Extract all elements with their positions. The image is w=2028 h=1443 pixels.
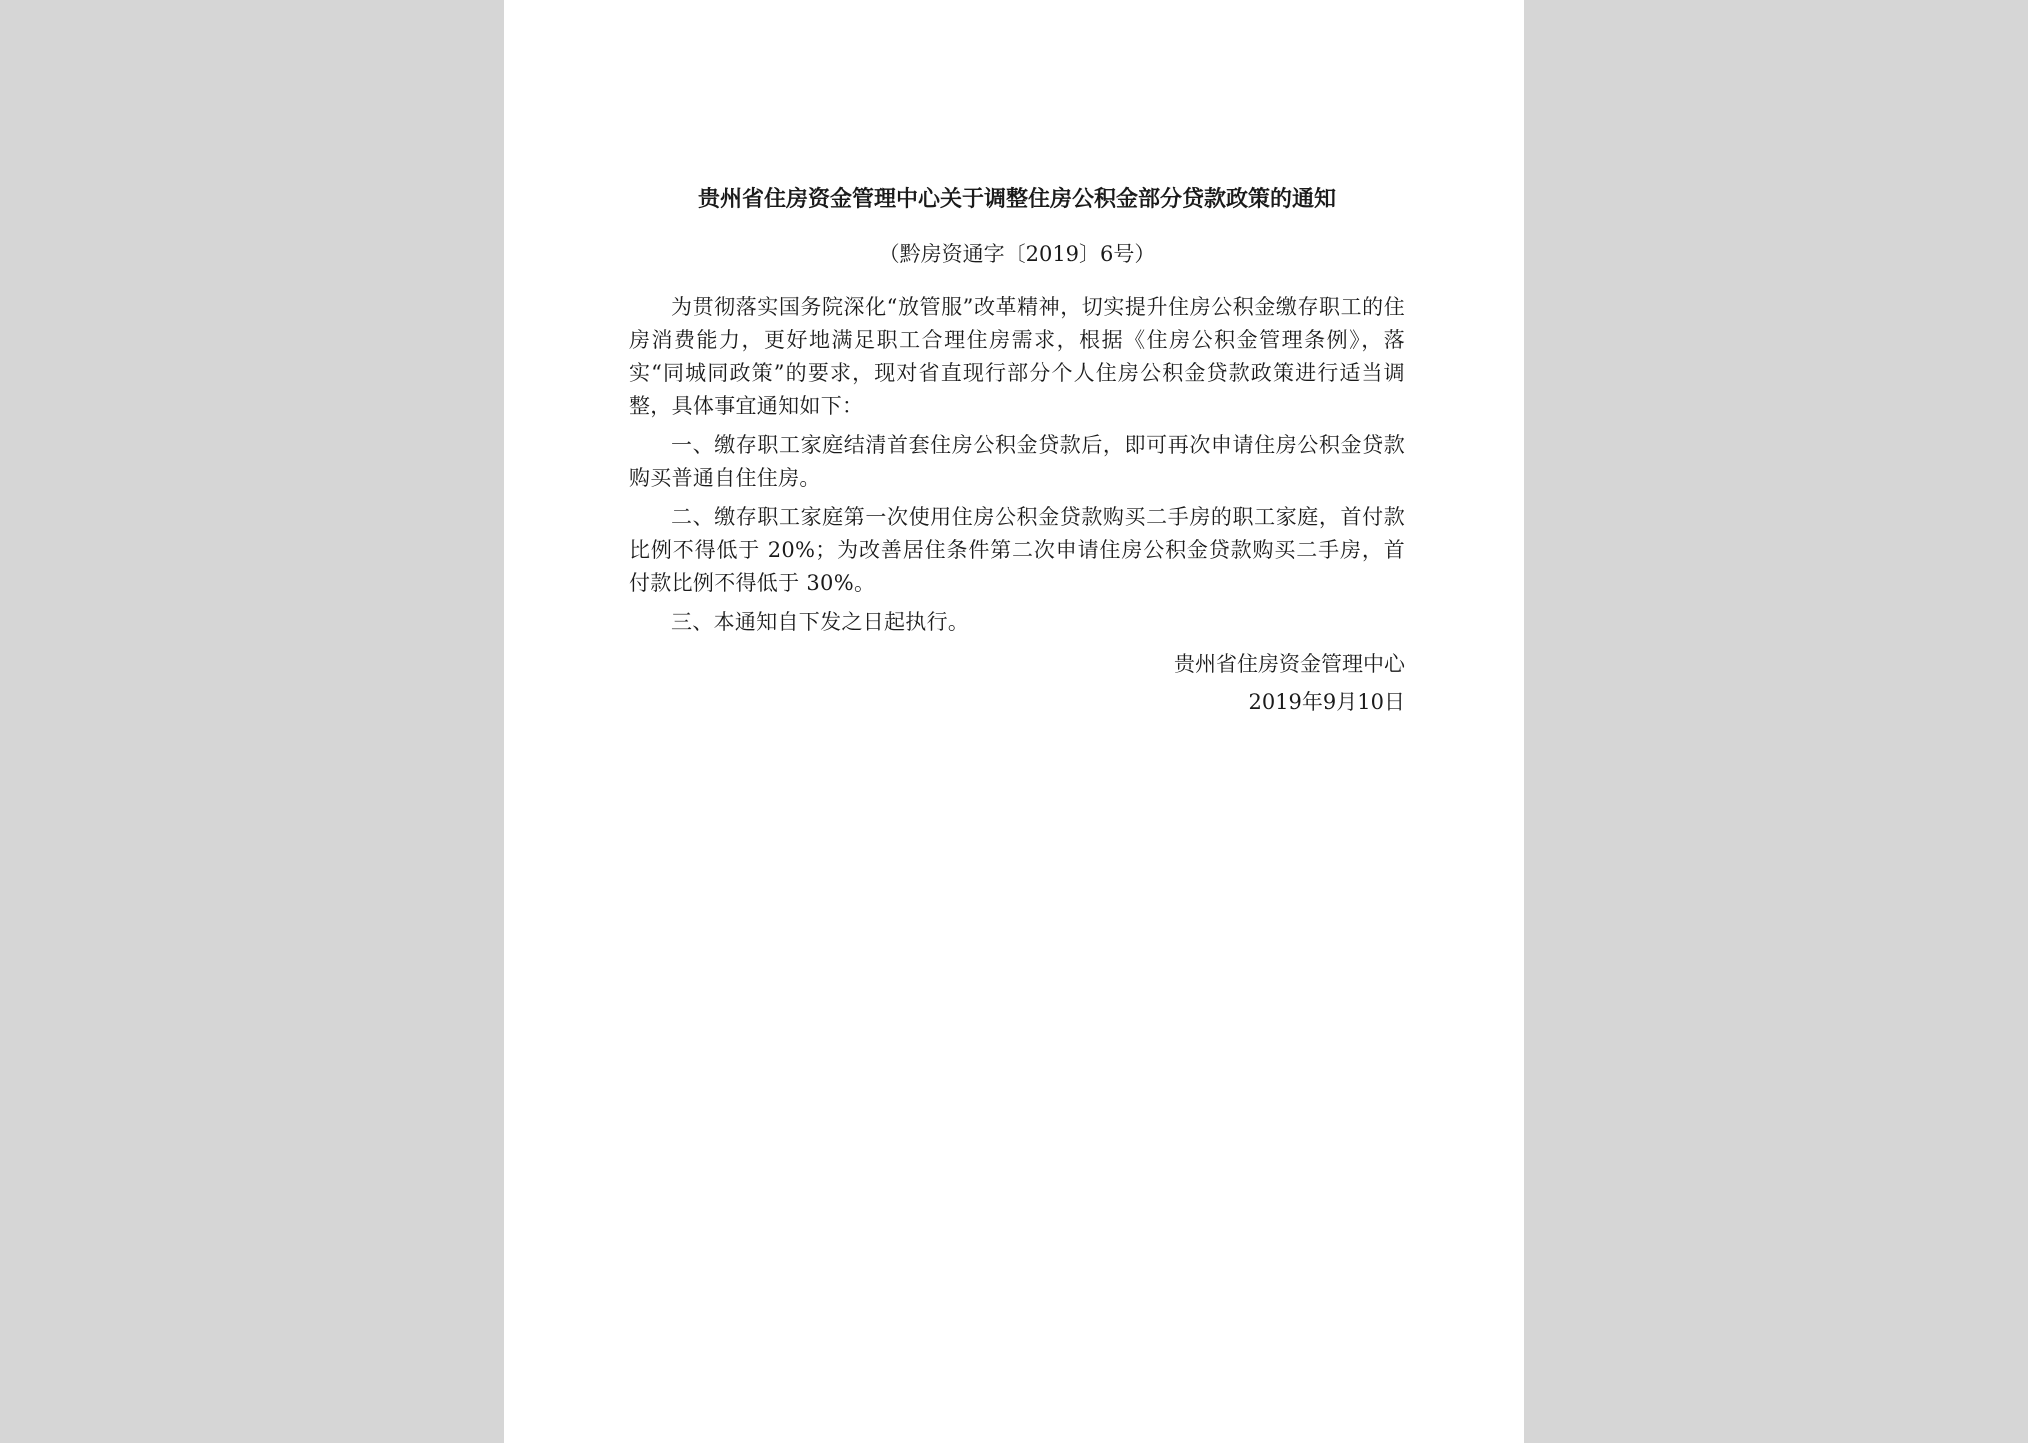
document-content [629,183,1405,721]
document-page [504,0,1524,1443]
intro-paragraph: 为贯彻落实国务院深化“放管服”改革精神，切实提升住房公积金缴存职工的住房消费能力，更好地满足职工合理住房需求，根据《住房公积金管理条例》，落实“同城同政策”的要求，现对省直现行部分个人住房公积金贷款政策进行适当调整，具体事宜通知如下： [629,295,1405,418]
clause-two: 二、缴存职工家庭第一次使用住房公积金贷款购买二手房的职工家庭，首付款比例不得低于 20%；为改善居住条件第二次申请住房公积金贷款购买二手房，首付款比例不得低于 30%。 [629,505,1405,595]
signature-organization: 贵州省住房资金管理中心 [1174,652,1405,676]
clause-three: 三、本通知自下发之日起执行。 [671,610,970,634]
document-number: （黔房资通字〔2019〕6号） [878,242,1156,266]
clause-one: 一、缴存职工家庭结清首套住房公积金贷款后，即可再次申请住房公积金贷款购买普通自住住房。 [629,433,1405,490]
signature-date: 2019年9月10日 [1248,690,1405,714]
document-title: 贵州省住房资金管理中心关于调整住房公积金部分贷款政策的通知 [697,186,1336,212]
